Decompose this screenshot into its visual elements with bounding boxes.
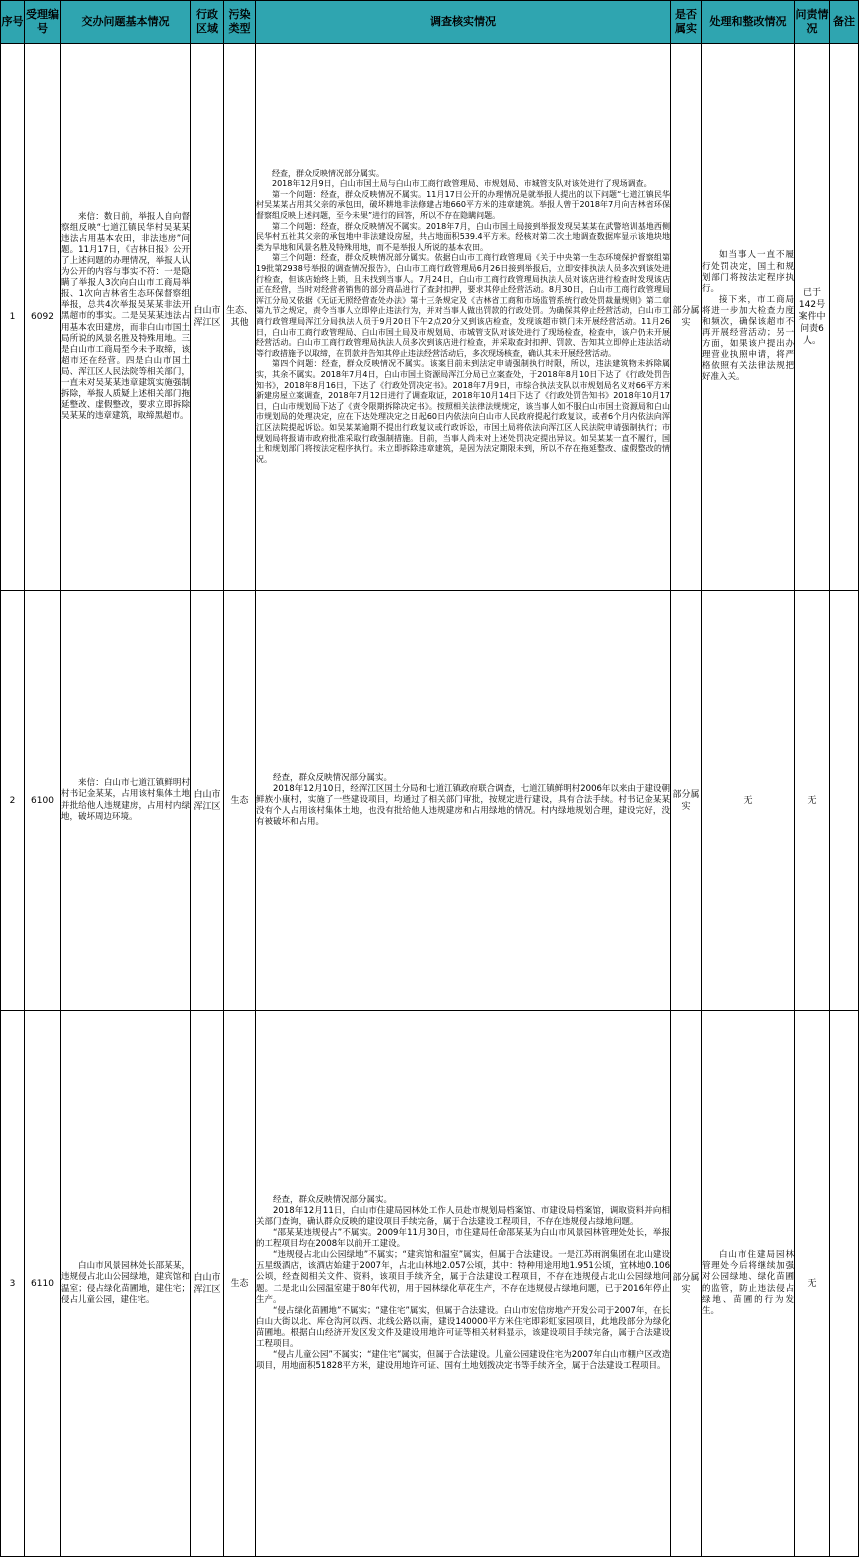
cell-seq: 1 [1,44,25,591]
cell-verified: 部分属实 [671,1011,702,1557]
cell-region: 白山市浑江区 [191,44,224,591]
cell-investigation [256,44,671,591]
table-row [1,44,859,591]
header-accountability: 问责情况 [795,1,830,44]
cell-basic [61,591,191,1011]
cell-region: 白山市浑江区 [191,591,224,1011]
header-id: 受理编号 [25,1,61,44]
cell-type: 生态 [224,1011,256,1557]
investigation-paragraph: 2018年12月10日，经浑江区国土分局和七道江镇政府联合调查，七道江镇鲜明村2006年以来由于建设朝鲜族小康村，实施了一些建设项目，均通过了相关部门审批，按规定进行建设，具有合法手续。村书记金某某没有个人占用该村集体土地，也没有批给他人违规建房和占用绿地的情况。村内绿地规划合理，建设完好，没有被破坏和占用。 [256,783,670,828]
cell-investigation [256,1011,671,1557]
handling-paragraph: 白山市住建局园林管理处今后将继续加强对公园绿地、绿化苗圃的监管，防止违法侵占绿地、苗圃的行为发生。 [702,1250,794,1316]
header-investigation: 调查核实情况 [256,1,671,44]
cell-handling: 无 [702,591,795,1011]
investigation-paragraph: 经查，群众反映情况部分属实。 [273,1194,393,1205]
cell-seq: 2 [1,591,25,1011]
cell-verified: 部分属实 [671,591,702,1011]
cell-remark [830,1011,859,1557]
basic-text: 来信：白山市七道江镇鲜明村村书记金某某，占用该村集体土地并批给他人违规建房，占用村内绿地，破坏周边环境。 [61,778,190,822]
header-row [1,1,859,44]
cell-investigation [256,591,671,1011]
cell-id: 6092 [25,44,61,591]
header-type: 污染类型 [224,1,256,44]
investigation-paragraph: “违规侵占北山公园绿地”不属实；“建宾馆和温室”属实，但属于合法建设。一是江苏雨润集团在北山建设五星级酒店，该酒店始建于2007年，占北山林地2.057公顷，其中：特种用途用地1.951公顷，宜林地0.106公顷，经查阅相关文件、资料，该项目手续齐全，属于合法建设工程项目，不存在违规侵占北山公园绿地问题。二是北山公园温室建于80年代初，用于园林绿化草花生产，不存在违规侵占绿地问题，已于2016年停止生产。 [256,1250,670,1305]
cell-accountability: 已于142号案件中问责6人。 [795,44,830,591]
table-row [1,1011,859,1557]
investigation-paragraph: 经查，群众反映情况部分属实。 [272,168,384,178]
handling-paragraph: 如当事人一直不履行处罚决定，国土和规划部门将按法定程序执行。 [702,250,794,294]
investigation-paragraph: 2018年12月9日，白山市国土局与白山市工商行政管理局、市规划局、市城管支队对该处进行了现场调查。 [272,179,652,189]
header-seq: 序号 [1,1,25,44]
cell-region: 白山市浑江区 [191,1011,224,1557]
investigation-paragraph: 第三个问题：经查，群众反映情况部分属实。依据白山市工商行政管理局《关于中央第一生态环境保护督察组第19批第2938号举报的调查情况报告》，白山市工商行政管理局6月26日接到举报后，立即安排执法人员多次到该处进行检查，但该店始终上锁，且未找到当事人。7月24日，白山市工商行政管理局执法人员对该店进行检查时发现该店正在经营，当时对经营者销售的部分商品进行了查封扣押，要求其停止经营活动。8月30日，白山市工商行政管理局浑江分局又依据《无证无照经营查处办法》第十三条规定及《吉林省工商和市场监管系统行政处罚裁量规则》第二章第九节之规定，责令当事人立即停止违法行为，并对当事人做出罚款的行政处罚。为确保其停止经营活动，白山市工商行政管理局浑江分局执法人员于9月20日下午2点20分又到该店检查，发现该超市锁门未开展经营活动。11月26日，白山市工商行政管理局、白山市国土局及市规划局、市城管支队对该处进行了现场检查，检查中，该户仍未开展经营活动。白山市工商行政管理局执法人员多次到该店进行检查，并采取查封扣押、罚款、告知其立即停止违法活动等行政措施予以取缔，在罚款并告知其停止违法经营活动后，多次现场核查，确认其未开展经营活动。 [256,253,670,358]
cell-id: 6110 [25,1011,61,1557]
investigation-paragraph: 第四个问题：经查，群众反映情况不属实。该案目前未到法定申请强制执行时限，所以，违法建筑物未拆除属实，其余不属实。2018年7月4日，白山市国土资源局浑江分局已立案查处，于2018年8月10日下达了《行政处罚告知书》，2018年8月16日，下达了《行政处罚决定书》。2018年7月9日，市综合执法支队以市规划局名义对66平方米新建房屋立案调查，2018年7月12日进行了调查取证，2018年10月14日下达了《行政处罚告知书》2018年10月17日，白山市规划局下达了《责令限期拆除决定书》。按照相关法律法规规定，该当事人如不服白山市国土资源局和白山市规划局的处理决定，应在下达处理决定之日起60日内依法向白山市人民政府提起行政复议，或者6个月内依法向浑江区法院提起诉讼。如吴某某逾期不提出行政复议或行政诉讼，市国土局将依法向浑江区人民法院申请强制执行；市规划局将报请市政府批准采取行政强制措施。目前，当事人尚未对上述处罚决定提出异议。如吴某某一直不履行，国土和规划部门将按法定程序执行。未立即拆除违章建筑，是因为法定期限未到，所以不存在拖延整改、虚假整改的情况。 [256,359,670,464]
investigation-paragraph: 经查，群众反映情况部分属实。 [273,772,393,783]
cell-handling [702,44,795,591]
cell-type: 生态、其他 [224,44,256,591]
handling-paragraph: 接下来，市工商局将进一步加大检查力度和频次，确保该超市不再开展经营活动；另一方面，如果该户提出办理营业执照申请，将严格依照有关法律法规把好准入关。 [702,294,794,383]
cell-accountability: 无 [795,591,830,1011]
investigation-paragraph: 第二个问题：经查，群众反映情况不属实。2018年7月，白山市国土局接到举报发现吴某某在武警培训基地西侧民华村五社其父亲的承包地中非法建设房屋，共占地面积539.4平方米。经核对第二次土地调查数据库显示该地块地类为旱地和风景名胜及特殊用地，而不是举报人所说的基本农田。 [256,221,670,252]
cell-remark [830,591,859,1011]
cell-handling [702,1011,795,1557]
cell-type: 生态 [224,591,256,1011]
cell-basic [61,44,191,591]
investigation-paragraph: “侵占儿童公园”不属实；“建住宅”属实，但属于合法建设。儿童公园建设住宅为2007年白山市棚户区改造项目，用地面积51828平方米，建设用地许可证、国有土地划拨决定书等手续齐全，属于合法建设工程项目。 [256,1350,670,1372]
header-basic: 交办问题基本情况 [61,1,191,44]
investigation-paragraph: 2018年12月11日，白山市住建局园林处工作人员赴市规划局档案馆、市建设局档案馆，调取资料并向相关部门查询，确认群众反映的建设项目手续完备，属于合法建设工程项目，不存在违规侵占绿地问题。 [256,1205,670,1227]
investigation-paragraph: “邵某某违规侵占”不属实。2009年11月30日，市住建局任命邵某某为白山市风景园林管理处处长，举报的工程项目均在2008年以前开工建设。 [256,1228,670,1250]
basic-text: 白山市风景园林处长邵某某，违规侵占北山公园绿地，建宾馆和温室；侵占绿化苗圃地，建住宅；侵占儿童公园，建住宅。 [61,1261,190,1305]
header-region: 行政区域 [191,1,224,44]
cell-seq: 3 [1,1011,25,1557]
basic-text: 来信：数日前，举报人自向督察组反映“七道江镇民华村吴某某违法占用基本农田，非法违房”问题。11月17日，《吉林日报》公开了上述问题的办理情况，举报人认为公开的内容与事实不符：一是隐瞒了举报人3次向白山市工商局举报、1次向吉林省生态环保督察组举报，总共4次举报吴某某非法开黑超市的事实。二是吴某某违法占用基本农田建房，而非白山市国土局所说的风景名胜及特殊用地。三是白山市工商局至今未予取缔，该超市还在经营。四是白山市国土局、浑江区人民法院等相关部门，一直未对吴某某违章建筑实施强制拆除，举报人质疑上述相关部门拖延整改、虚假整改，要求立即拆除吴某某的违章建筑，取缔黑超市。 [61,211,190,422]
investigation-paragraph: 第一个问题：经查，群众反映情况不属实。11月17日公开的办理情况是就举报人提出的以下问题“七道江镇民华村吴某某占用其父亲的承包田，破坏耕地非法修建占地660平方米的违章建筑。举报人曾于2018年7月向吉林省环保督察组反映上述问题，至今未果”进行的回答，所以不存在隐瞒问题。 [256,189,670,221]
header-verified: 是否属实 [671,1,702,44]
cell-basic [61,1011,191,1557]
cell-remark [830,44,859,591]
cell-id: 6100 [25,591,61,1011]
header-handling: 处理和整改情况 [702,1,795,44]
cell-accountability: 无 [795,1011,830,1557]
cell-verified: 部分属实 [671,44,702,591]
investigation-paragraph: “侵占绿化苗圃地”不属实；“建住宅”属实，但属于合法建设。白山市宏信房地产开发公司于2007年，在长白山大街以北、库仓沟河以西、北线公路以南，建设140000平方米住宅即彩虹家园项目，此地段部分为绿化苗圃地。根据白山经济开发区发文件及建设用地许可证等相关材料显示，该建设项目手续完备，属于合法建设工程项目。 [256,1305,670,1349]
table-row [1,591,859,1011]
header-remark: 备注 [830,1,859,44]
